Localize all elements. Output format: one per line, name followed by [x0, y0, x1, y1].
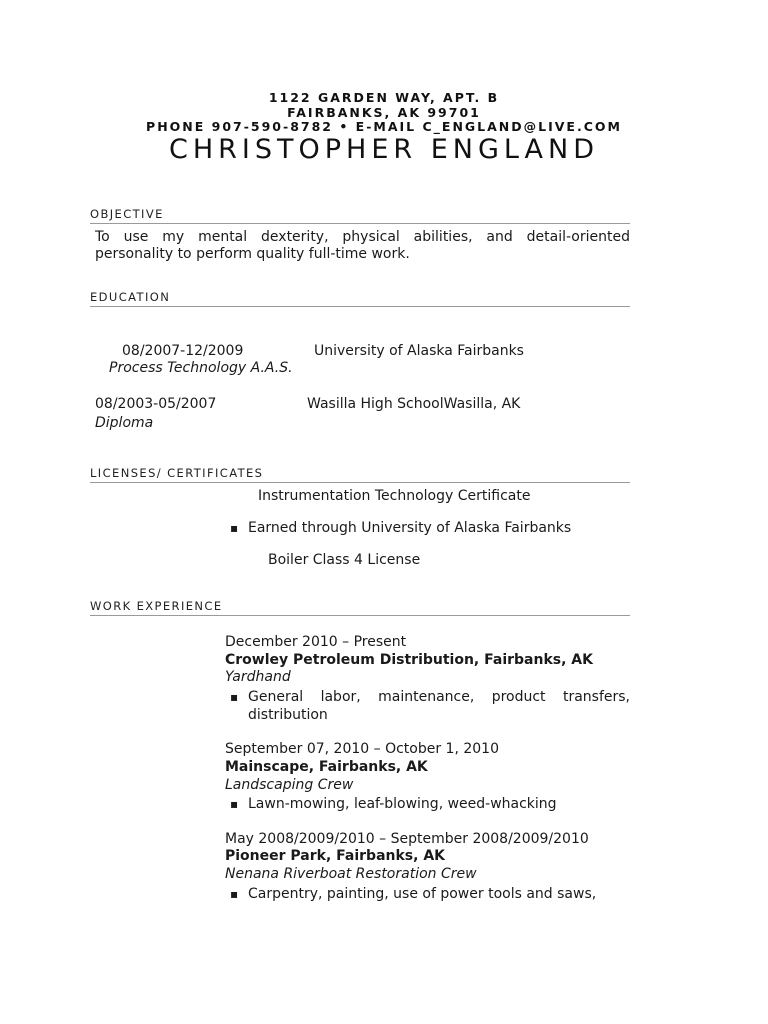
job-1-employer: Crowley Petroleum Distribution, Fairbanks, AK	[225, 652, 593, 668]
education-school-1: University of Alaska Fairbanks	[314, 343, 524, 359]
address-line-1: 1122 GARDEN WAY, APT. B	[268, 90, 500, 105]
job-3-role: Nenana Riverboat Restoration Crew	[225, 866, 477, 882]
work-heading: WORK EXPERIENCE	[90, 599, 630, 616]
contact-line: PHONE 907-590-8782 • E-MAIL C_ENGLAND@LIVE.COM	[146, 119, 622, 134]
job-1-duties: General labor, maintenance, product transfers, distribution	[248, 689, 630, 723]
education-dates-2: 08/2003-05/2007	[95, 396, 217, 412]
job-3-duties: Carpentry, painting, use of power tools and saws,	[248, 886, 597, 902]
bullet-icon: ▪	[230, 887, 239, 901]
bullet-icon: ▪	[230, 521, 239, 535]
candidate-name: CHRISTOPHER ENGLAND	[168, 134, 600, 165]
job-2-dates: September 07, 2010 – October 1, 2010	[225, 741, 499, 757]
job-3-employer: Pioneer Park, Fairbanks, AK	[225, 848, 446, 864]
licenses-heading: LICENSES/ CERTIFICATES	[90, 466, 630, 483]
education-heading: EDUCATION	[90, 290, 630, 307]
education-dates-1: 08/2007-12/2009	[122, 343, 244, 359]
education-degree-1: Process Technology A.A.S.	[109, 360, 293, 376]
education-degree-2: Diploma	[95, 415, 154, 431]
objective-heading: OBJECTIVE	[90, 207, 630, 224]
certificate-1: Instrumentation Technology Certificate	[258, 488, 531, 504]
education-school-2: Wasilla High SchoolWasilla, AK	[307, 396, 521, 412]
certificate-1-detail: Earned through University of Alaska Fairbanks	[248, 520, 572, 536]
job-2-employer: Mainscape, Fairbanks, AK	[225, 759, 428, 775]
certificate-2: Boiler Class 4 License	[268, 552, 421, 568]
job-2-role: Landscaping Crew	[225, 777, 354, 793]
bullet-icon: ▪	[230, 797, 239, 811]
address-line-2: FAIRBANKS, AK 99701	[287, 105, 481, 120]
bullet-icon: ▪	[230, 690, 239, 704]
objective-text: To use my mental dexterity, physical abilities, and detail-oriented personality to perform quality full-time work.	[95, 229, 630, 262]
job-2-duties: Lawn-mowing, leaf-blowing, weed-whacking	[248, 796, 557, 812]
job-3-dates: May 2008/2009/2010 – September 2008/2009/2010	[225, 831, 589, 847]
job-1-dates: December 2010 – Present	[225, 634, 407, 650]
job-1-role: Yardhand	[225, 669, 291, 685]
